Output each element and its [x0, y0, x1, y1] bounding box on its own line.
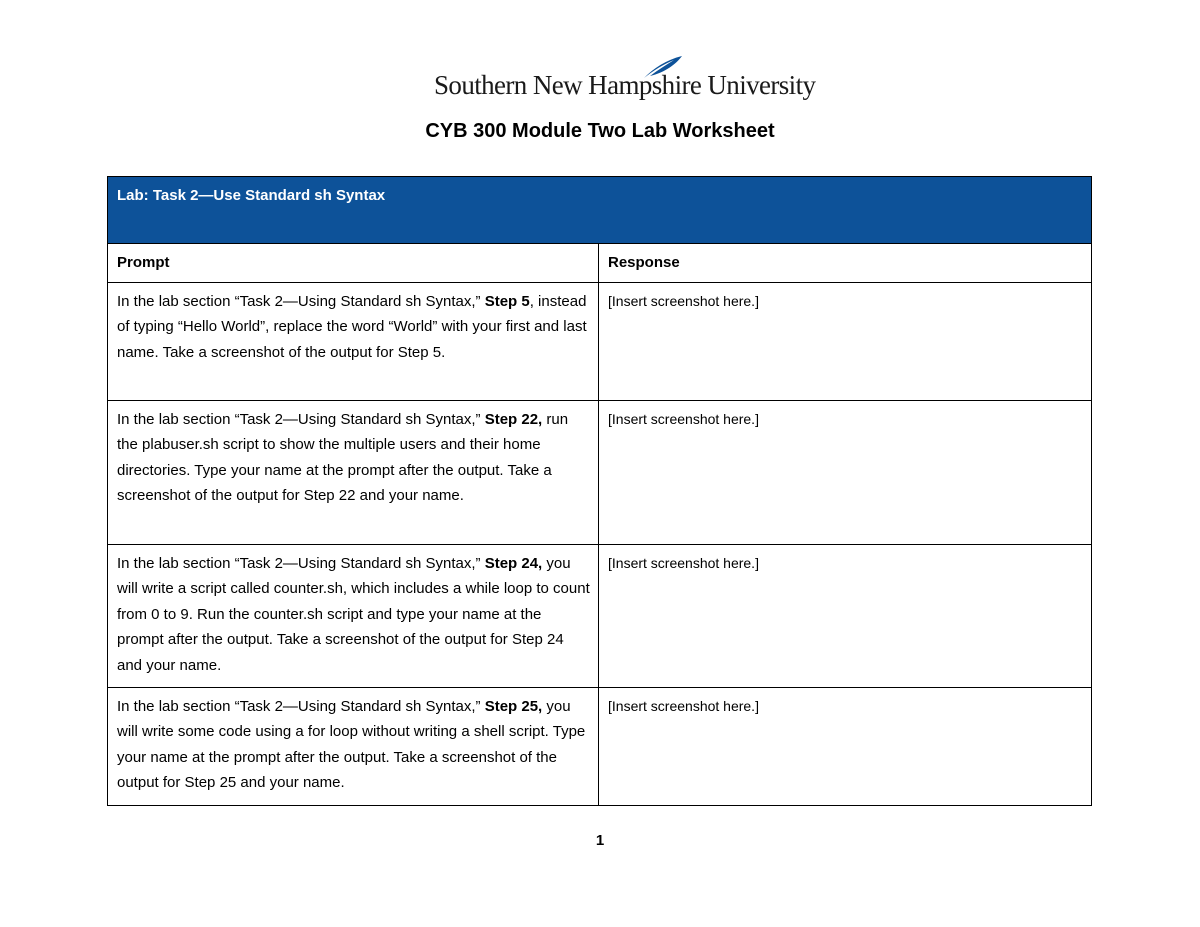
prompt-step: Step 25,	[484, 697, 543, 715]
prompt-step: Step 24,	[484, 554, 543, 572]
response-cell[interactable]: [Insert screenshot here.]	[599, 282, 1092, 400]
response-cell[interactable]: [Insert screenshot here.]	[599, 400, 1092, 544]
prompt-cell	[108, 544, 599, 687]
university-logo	[434, 54, 816, 104]
prompt-text: In the lab section “Task 2—Using Standard sh Syntax,”	[117, 697, 485, 715]
prompt-text: you will write a script called counter.sh, which includes a while loop to count from 0 to 9. Run the counter.sh script and type your name at the prompt after the output. Take a screenshot of the output for Step 24 and your name.	[117, 554, 590, 674]
prompt-text: you will write some code using a for loop without writing a shell script. Type your name at the prompt after the output. Take a screenshot of the output for Step 25 and your name.	[117, 697, 586, 791]
prompt-cell	[108, 282, 599, 400]
prompt-step: Step 22,	[484, 410, 543, 428]
column-header-row	[108, 244, 1092, 283]
logo-wordmark: Southern New Hampshire University	[434, 70, 816, 100]
page-number: 1	[595, 832, 605, 849]
column-header-response: Response	[599, 244, 1092, 283]
table-row	[108, 400, 1092, 544]
table-row	[108, 687, 1092, 805]
prompt-text: run the plabuser.sh script to show the multiple users and their home directories. Type your name at the prompt after the output. Take a screenshot of the output for Step 22 and your name.	[117, 410, 569, 504]
prompt-text: In the lab section “Task 2—Using Standard sh Syntax,”	[117, 554, 485, 572]
prompt-text: In the lab section “Task 2—Using Standard sh Syntax,”	[117, 410, 485, 428]
column-header-prompt: Prompt	[108, 244, 599, 283]
prompt-step: Step 5	[484, 292, 530, 310]
prompt-text: , instead of typing “Hello World”, replace the word “World” with your first and last name. Take a screenshot of the output for Step 5.	[117, 292, 587, 361]
table-row	[108, 544, 1092, 687]
response-cell[interactable]: [Insert screenshot here.]	[599, 544, 1092, 687]
document-title: CYB 300 Module Two Lab Worksheet	[425, 120, 775, 142]
prompt-cell	[108, 400, 599, 544]
worksheet-table	[107, 176, 1092, 806]
response-cell[interactable]: [Insert screenshot here.]	[599, 687, 1092, 805]
prompt-cell	[108, 687, 599, 805]
section-header-row	[108, 177, 1092, 244]
table-row	[108, 282, 1092, 400]
section-title: Lab: Task 2—Use Standard sh Syntax	[108, 177, 1092, 244]
prompt-text: In the lab section “Task 2—Using Standard sh Syntax,”	[117, 292, 485, 310]
